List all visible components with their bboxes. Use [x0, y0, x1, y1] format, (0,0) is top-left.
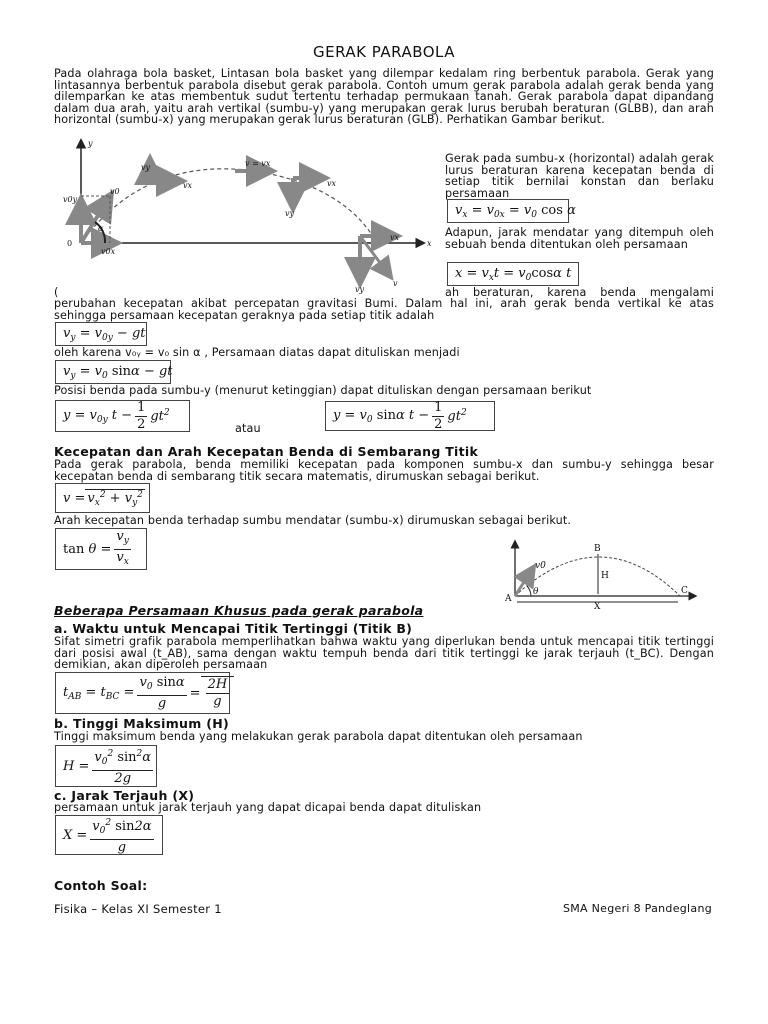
a-text: Sifat simetri grafik parabola memperlihatkan bahwa waktu yang diperlukan benda untuk mencapai titik tertinggi dari posisi awal (t_AB), sama dengan waktu tempuh benda dari titik tertinggi ke jarak terjauh (t_BC). Dengan demikian, akan diperoleh persamaan: [54, 635, 714, 671]
right-text-2: Adapun, jarak mendatar yang ditempuh oleh sebuah benda ditentukan oleh persamaan: [445, 226, 714, 251]
label-C: C: [681, 586, 688, 596]
label-B: B: [594, 544, 601, 554]
label-vx-2: vx: [327, 179, 337, 188]
intro-paragraph: Pada olahraga bola basket, Lintasan bola basket yang dilempar kedalam ring berbentuk parabola. Gerak yang lintasannya berbentuk parabola disebut gerak parabola. Contoh umum gerak parabola adalah gerak benda yang dilemparkan ke atas membentuk sudut tertentu terhadap permukaan tanah. Gerak parabola dapat dipandang dalam dua arah, yaitu arah vertikal (sumbu-y) yang merupakan gerak lurus berubah beraturan (GLBB), dan arah horizontal (sumbu-x) yang merupakan gerak lurus beraturan (GLB). Perhatikan Gambar berikut.: [54, 67, 714, 126]
c-text: persamaan untuk jarak terjauh yang dapat dicapai benda dapat dituliskan: [54, 801, 482, 814]
label-v-3: v: [393, 279, 398, 288]
eq-vy-1: $v_y = v_{0y}$ − gt: [55, 322, 147, 346]
label-v0: v0: [110, 187, 120, 196]
b-title: b. Tinggi Maksimum (H): [54, 716, 229, 731]
eq-vy-2: $v_y = v_0$ sinα − gt: [55, 360, 171, 384]
footer-left: Fisika – Kelas XI Semester 1: [54, 902, 222, 916]
page-title: GERAK PARABOLA: [313, 43, 455, 61]
special-title: Beberapa Persamaan Khusus pada gerak parabola: [54, 603, 424, 618]
section-title: Kecepatan dan Arah Kecepatan Benda di Sembarang Titik: [54, 444, 479, 459]
label-alpha: α: [98, 224, 104, 233]
a-title: a. Waktu untuk Mencapai Titik Tertinggi (Titik B): [54, 621, 413, 636]
eq-x: $x = v_xt = v_0\cos\alpha$ t: [447, 262, 579, 286]
v-vector-3: [360, 236, 390, 276]
fragment-c: (: [54, 286, 59, 299]
label-vx-3: vx: [390, 233, 400, 242]
label-vy-2: vy: [285, 209, 295, 218]
label-H: H: [601, 571, 609, 581]
label-vtop: v = vx: [245, 159, 271, 168]
arah-text: Arah kecepatan benda terhadap sumbu mendatar (sumbu-x) dirumuskan sebagai berikut.: [54, 514, 572, 527]
eq-y-1: $y = v_{0y}$ t − $\frac{1}{2}$ $gt^2$: [55, 400, 190, 432]
label-y: y: [88, 139, 93, 148]
c-title: c. Jarak Terjauh (X): [54, 788, 195, 803]
eq-v: v = $v_x^2 + v_y^2$: [55, 483, 150, 513]
label-X: X: [594, 602, 601, 610]
label-vx-1: vx: [183, 181, 193, 190]
label-A: A: [505, 594, 512, 604]
eq-tAB: $t_{AB} = t_{BC}$ = $\frac{v_0 \sin\alpha}{g}$ = $\frac{2H}{g}$: [55, 672, 230, 714]
eq-tan: tan θ = $\frac{v_y}{v_x}$: [55, 528, 147, 570]
projectile-diagram: [55, 136, 445, 296]
footer-right: SMA Negeri 8 Pandeglang: [562, 902, 712, 915]
v0-vector: [81, 196, 110, 243]
range-diagram: [505, 538, 705, 610]
vertical-text: perubahan kecepatan akibat percepatan gravitasi Bumi. Dalam hal ini, arah gerak benda vertikal ke atas sehingga persamaan kecepatan geraknya pada setiap titik adalah: [54, 297, 714, 322]
contoh-soal: Contoh Soal:: [54, 878, 148, 893]
oleh-karena-text: oleh karena v₀ᵧ = v₀ sin α , Persamaan diatas dapat dituliskan menjadi: [54, 346, 460, 359]
label-v0y: v0y: [63, 195, 78, 204]
label-origin: 0: [67, 239, 73, 248]
section-text: Pada gerak parabola, benda memiliki kecepatan pada komponen sumbu-x dan sumbu-y sehingga besar kecepatan benda di sembarang titik secara matematis, dirumuskan sebagai berikut.: [54, 458, 714, 483]
label-theta: θ: [533, 587, 539, 597]
atau-text: atau: [235, 422, 261, 435]
label-vy-1: vy: [141, 163, 151, 172]
eq-vx: $v_x = v_{0x} = v_0$ cos α: [447, 199, 569, 223]
eq-X: X = $\frac{v_0^2 \sin 2\alpha}{g}$: [55, 815, 163, 855]
fragment-right: ah beraturan, karena benda mengalami: [445, 286, 714, 299]
eq-y-2: $y = v_0$ sinα t − $\frac{1}{2}$ $gt^2$: [325, 401, 495, 431]
label-x: x: [427, 239, 432, 248]
label-vy-3: vy: [355, 285, 365, 294]
b-text: Tinggi maksimum benda yang melakukan gerak parabola dapat ditentukan oleh persamaan: [54, 730, 583, 743]
posisi-text: Posisi benda pada sumbu-y (menurut ketinggian) dapat dituliskan dengan persamaan berikut: [54, 384, 592, 397]
right-text-1: Gerak pada sumbu-x (horizontal) adalah gerak lurus beraturan karena kecepatan benda di setiap titik bernilai konstan dan berlaku persamaan: [445, 152, 714, 200]
label-v0x: v0x: [101, 247, 116, 256]
eq-H: H = $\frac{v_0^2 \sin^2\alpha}{2g}$: [55, 745, 157, 787]
label-range-v0: v0: [535, 561, 546, 571]
